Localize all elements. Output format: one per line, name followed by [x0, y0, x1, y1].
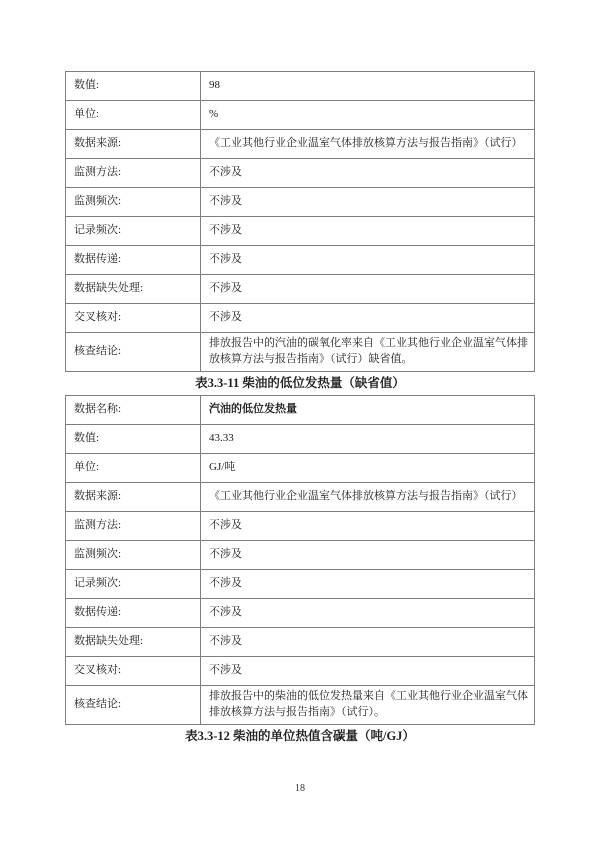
row-label: 监测频次:	[66, 541, 201, 570]
row-label: 单位:	[66, 454, 201, 483]
row-value: 43.33	[201, 425, 535, 454]
row-label: 数据传递:	[66, 599, 201, 628]
row-value: 不涉及	[201, 628, 535, 657]
row-label: 数据名称:	[66, 396, 201, 425]
row-value: 排放报告中的柴油的低位发热量来自《工业其他行业企业温室气体排放核算方法与报告指南》（试行）。	[201, 686, 535, 725]
table-row	[66, 188, 535, 217]
row-label: 监测方法:	[66, 512, 201, 541]
verification-table-gasoline-oxidation	[65, 71, 535, 372]
table-caption-3-3-12: 表3.3-12 柴油的单位热值含碳量（吨/GJ）	[185, 729, 415, 743]
table-row	[66, 275, 535, 304]
row-label: 交叉核对:	[66, 304, 201, 333]
table-row	[66, 541, 535, 570]
row-label: 数据来源:	[66, 130, 201, 159]
row-value: 不涉及	[201, 275, 535, 304]
row-label: 监测频次:	[66, 188, 201, 217]
table-row	[66, 217, 535, 246]
row-value: 不涉及	[201, 188, 535, 217]
row-label: 记录频次:	[66, 570, 201, 599]
table-row	[66, 512, 535, 541]
row-label: 数据缺失处理:	[66, 275, 201, 304]
row-value: 不涉及	[201, 541, 535, 570]
table-row	[66, 130, 535, 159]
table-row	[66, 396, 535, 425]
row-value: GJ/吨	[201, 454, 535, 483]
row-value: 不涉及	[201, 246, 535, 275]
row-label: 数值:	[66, 425, 201, 454]
row-label: 数据传递:	[66, 246, 201, 275]
table-row	[66, 333, 535, 372]
row-label: 单位:	[66, 101, 201, 130]
table-row	[66, 101, 535, 130]
row-value: 不涉及	[201, 304, 535, 333]
table-body	[66, 396, 535, 725]
table-row	[66, 483, 535, 512]
page-number: 18	[295, 783, 305, 794]
row-value: 排放报告中的汽油的碳氧化率来自《工业其他行业企业温室气体排放核算方法与报告指南》（试行）缺省值。	[201, 333, 535, 372]
row-value: %	[201, 101, 535, 130]
table-row	[66, 454, 535, 483]
row-value: 不涉及	[201, 512, 535, 541]
row-value: 汽油的低位发热量	[201, 396, 535, 425]
row-value: 98	[201, 72, 535, 101]
row-value: 《工业其他行业企业温室气体排放核算方法与报告指南》（试行）	[201, 483, 535, 512]
row-label: 数据来源:	[66, 483, 201, 512]
row-value: 不涉及	[201, 159, 535, 188]
row-label: 核查结论:	[66, 333, 201, 372]
table-row	[66, 686, 535, 725]
table-row	[66, 570, 535, 599]
table-row	[66, 425, 535, 454]
row-label: 数据缺失处理:	[66, 628, 201, 657]
table-row	[66, 657, 535, 686]
row-value: 不涉及	[201, 657, 535, 686]
row-label: 记录频次:	[66, 217, 201, 246]
table-row	[66, 246, 535, 275]
table-row	[66, 159, 535, 188]
table-body	[66, 72, 535, 372]
row-value: 不涉及	[201, 570, 535, 599]
table-row	[66, 72, 535, 101]
row-label: 核查结论:	[66, 686, 201, 725]
table-row	[66, 304, 535, 333]
row-label: 监测方法:	[66, 159, 201, 188]
row-value: 《工业其他行业企业温室气体排放核算方法与报告指南》（试行）	[201, 130, 535, 159]
verification-table-diesel-heating-value	[65, 395, 535, 725]
table-caption-3-3-11: 表3.3-11 柴油的低位发热量（缺省值）	[195, 375, 405, 390]
row-value: 不涉及	[201, 217, 535, 246]
row-value: 不涉及	[201, 599, 535, 628]
table-row	[66, 599, 535, 628]
row-label: 交叉核对:	[66, 657, 201, 686]
row-label: 数值:	[66, 72, 201, 101]
table-row	[66, 628, 535, 657]
